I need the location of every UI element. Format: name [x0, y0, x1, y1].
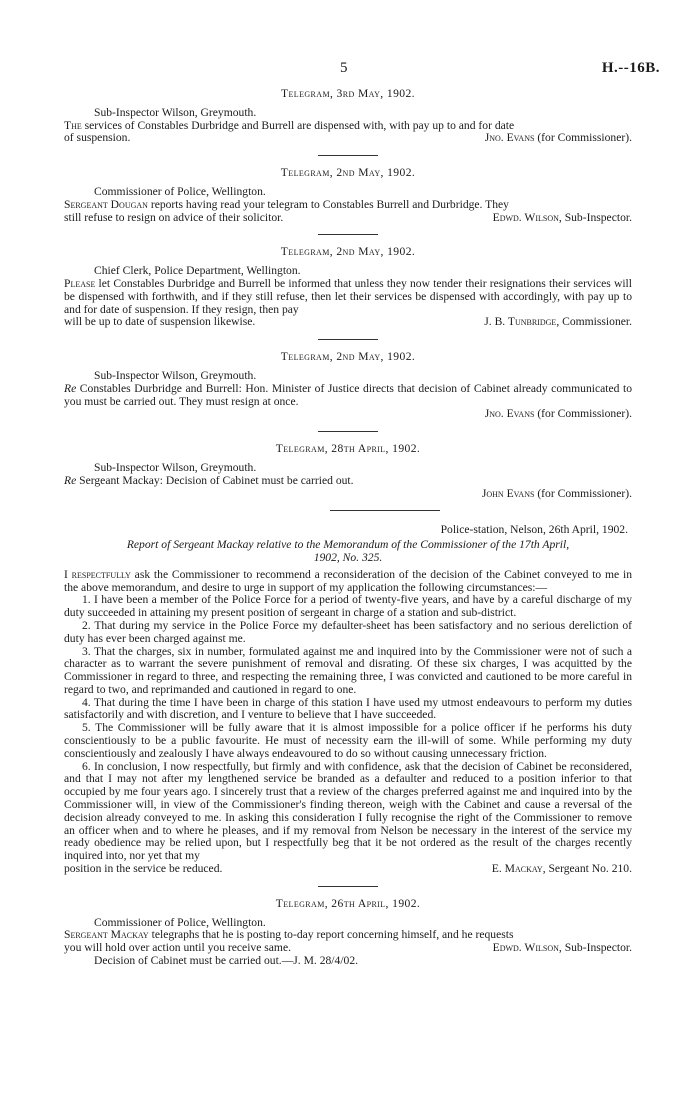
divider	[318, 339, 378, 340]
document-reference: H.--16B.	[601, 60, 660, 76]
report-title: Report of Sergeant Mackay relative to the Memorandum of the Commissioner of the 17th April, 1902, No. 325.	[126, 538, 570, 564]
lead-word: The	[64, 118, 82, 132]
page-number: 5	[340, 60, 348, 76]
telegram-signature-line: will be up to date of suspension likewise. J. B. Tunbridge, Commissioner.	[64, 315, 632, 329]
divider	[318, 234, 378, 235]
telegram-body: Re Constables Durbridge and Burrell: Hon. Minister of Justice directs that decision of Cabinet already communicated to you must be carried out. They must resign at once.	[64, 381, 632, 408]
divider	[318, 431, 378, 432]
report-paragraph-3: 3. That the charges, six in number, formulated against me and inquired into by the Commissioner were not of such a character as to warrant the severe punishment of removal and disrating. Of these six charges, I was acquitted by the Commissioner in regard to three, and respecting the remaining three, I was convicted and cautioned to be more careful in regard to two, and reprimanded and cautioned in regard to one.	[64, 644, 632, 696]
report-dateline: Police-station, Nelson, 26th April, 1902.	[440, 523, 628, 537]
lead-word: Sergeant Mackay	[64, 928, 149, 942]
telegram-address: Sub-Inspector Wilson, Greymouth.	[94, 368, 257, 382]
telegram-body: The services of Constables Durbridge and Burrell are dispensed with, with pay up to and for date	[64, 118, 515, 132]
telegram-2-may-c	[64, 351, 632, 421]
telegram-title: Telegram, 28th April, 1902.	[275, 442, 421, 456]
telegram-signature-line: you will hold over action until you receive same. Edwd. Wilson, Sub-Inspector.	[64, 941, 632, 955]
report-paragraph-5: 5. The Commissioner will be fully aware that it is almost impossible for a police officer if he performs his duty conscientiously to be a public favourite. He must of necessity earn the ill-will of some. While performing my duty conscientiously and zealously I have always endeavoured to do so without causing unnecessary friction.	[64, 721, 632, 760]
signature: John Evans (for Commissioner).	[481, 486, 632, 500]
divider	[330, 510, 440, 511]
divider	[318, 886, 378, 887]
telegram-2-may-a	[64, 167, 632, 224]
telegram-signature-line: still refuse to resign on advice of their solicitor. Edwd. Wilson, Sub-Inspector.	[64, 210, 632, 224]
telegram-address: Sub-Inspector Wilson, Greymouth.	[94, 460, 257, 474]
report-paragraph-4: 4. That during the time I have been in charge of this station I have used my utmost endeavours to perform my duties satisfactorily and with discretion, and I venture to believe that I have succeeded.	[64, 695, 632, 722]
sergeant-report	[64, 524, 632, 876]
telegram-3-may	[64, 88, 632, 145]
document-body	[64, 88, 632, 968]
telegram-signature-line: of suspension. Jno. Evans (for Commissioner).	[64, 131, 632, 145]
telegram-26-april	[64, 898, 632, 968]
lead-word: I respectfully	[64, 567, 131, 581]
telegram-body: Sergeant Dougan reports having read your telegram to Constables Burrell and Durbridge. They	[64, 197, 509, 211]
signature: Jno. Evans (for Commissioner).	[484, 131, 632, 145]
telegram-2-may-b	[64, 246, 632, 329]
report-paragraph-1: 1. I have been a member of the Police Force for a period of twenty-five years, and have by a careful discharge of my duty succeeded in attaining my present position of sergeant in charge of a station and sub-district.	[64, 593, 632, 620]
telegram-title: Telegram, 2nd May, 1902.	[280, 166, 416, 180]
telegram-address: Chief Clerk, Police Department, Wellington.	[94, 264, 301, 278]
report-signature-line: position in the service be reduced. E. Mackay, Sergeant No. 210.	[64, 862, 632, 876]
signature: Jno. Evans (for Commissioner).	[484, 407, 632, 421]
report-intro: I respectfully ask the Commissioner to recommend a reconsideration of the decision of the Cabinet conveyed to me in the above memorandum, and desire to urge in support of my application the following circumstances:—	[64, 567, 633, 594]
lead-word: Please	[64, 276, 96, 290]
minute-note: Decision of Cabinet must be carried out.—J. M. 28/4/02.	[94, 954, 359, 968]
telegram-title: Telegram, 3rd May, 1902.	[281, 87, 415, 100]
telegram-body: Sergeant Mackay telegraphs that he is posting to-day report concerning himself, and he requests	[64, 928, 514, 942]
telegram-title: Telegram, 26th April, 1902.	[275, 896, 421, 910]
telegram-address: Commissioner of Police, Wellington.	[94, 184, 266, 198]
telegram-address: Commissioner of Police, Wellington.	[94, 915, 266, 929]
telegram-title: Telegram, 2nd May, 1902.	[280, 350, 416, 364]
report-paragraph-2: 2. That during my service in the Police Force my defaulter-sheet has been satisfactory and no serious dereliction of duty has ever been charged against me.	[64, 618, 632, 645]
signature: Edwd. Wilson, Sub-Inspector.	[492, 941, 632, 955]
telegram-body: Re Sergeant Mackay: Decision of Cabinet must be carried out.	[64, 473, 354, 487]
report-paragraph-6: 6. In conclusion, I now respectfully, but firmly and with confidence, ask that the decision of Cabinet be reconsidered, and that I may not after my lengthened service be branded as a defaulter and reduced to a position inferior to that occupied by me four years ago. I sincerely trust that a review of the charges preferred against me and inquired into by the Commissioner will, in view of the Commissioner's finding thereon, weigh with the Cabinet and cause a reversal of the decision already conveyed to me. In asking this consideration I fully recognise the right of the Commissioner to remove an officer when and to where he pleases, and if my removal from Nelson be necessary in the interest of the service my ready obedience may be relied upon, but I respectfully beg that it be not ordered as the result of the charges recently inquired into, nor yet that my	[64, 759, 632, 863]
signature: J. B. Tunbridge, Commissioner.	[484, 315, 632, 329]
telegram-address: Sub-Inspector Wilson, Greymouth.	[94, 105, 257, 119]
telegram-body: Please let Constables Durbridge and Burrell be informed that unless they now tender their resignations their services will be dispensed with forthwith, and if they still refuse, then let their services be dispensed with accordingly, with pay up to and for date of suspension. If they resign, then pay	[64, 276, 632, 316]
telegram-title: Telegram, 2nd May, 1902.	[280, 245, 416, 259]
telegram-28-april	[64, 443, 632, 500]
divider	[318, 155, 378, 156]
signature: Edwd. Wilson, Sub-Inspector.	[492, 210, 632, 224]
lead-word: Sergeant Dougan	[64, 197, 148, 211]
signature: E. Mackay, Sergeant No. 210.	[491, 862, 632, 876]
